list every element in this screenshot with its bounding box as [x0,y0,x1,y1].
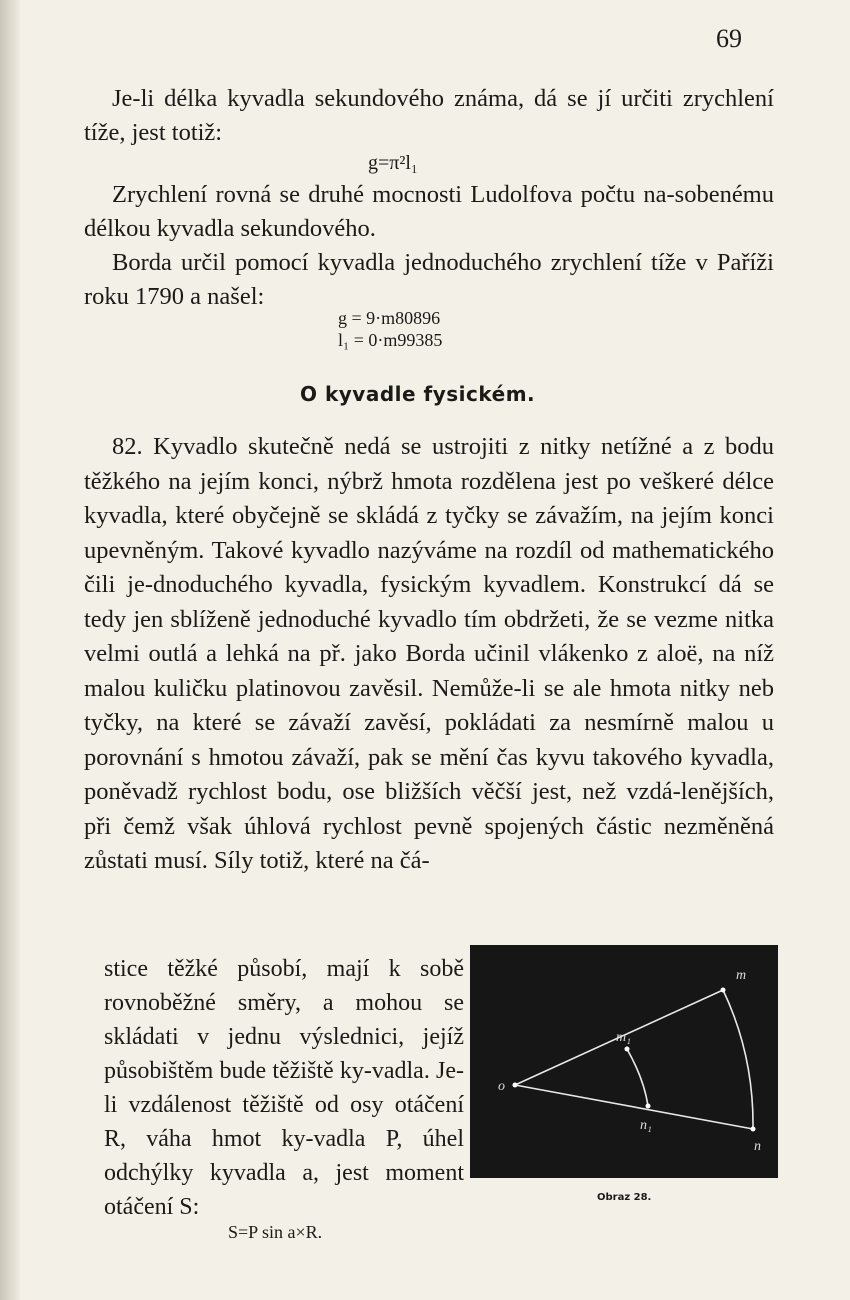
intro-text-1: Je-li délka kyvadla sekundového známa, dá se jí určiti zrychlení tíže, jest totiž: [84,85,774,146]
intro-text-2: Zrychlení rovná se druhé mocnosti Ludolfova počtu na-sobenému délkou kyvadla sekundového. [84,181,774,242]
formula-l-value: l₁ = 0·m99385 [338,330,443,350]
point-m [721,988,726,993]
arc-mn [723,990,753,1129]
arc-m1n1 [627,1049,648,1106]
label-m: m [736,968,747,983]
formula-g-pi: g=π²l₁ [368,152,418,174]
label-n1: n₁ [640,1118,652,1133]
pendulum-diagram [470,945,778,1178]
page-number: 69 [716,24,742,53]
line-on [515,1085,753,1129]
label-o: o [498,1079,505,1094]
formula-moment: S=P sin a×R. [228,1222,323,1242]
page-edge [0,0,20,1300]
formula-g-value: g = 9·m80896 [338,308,441,328]
point-o [513,1083,518,1088]
pendulum-figure [470,945,778,1178]
section-heading: O kyvadle fysickém. [300,382,536,406]
label-n: n [754,1139,761,1154]
intro-text-3: Borda určil pomocí kyvadla jednoduchého zrychlení tíže v Paříži roku 1790 a našel: [84,249,774,310]
point-n [751,1127,756,1132]
wrapped-text [104,952,464,1224]
label-m1: m₁ [616,1030,631,1045]
wrapped-paragraph: stice těžké působí, mají k sobě rovnoběžné směry, a mohou se skládati v jednu výslednici, jejíž působištěm bude těžiště ky-vadla. Je-li vzdálenost těžiště od osy otáčení R, váha hmot ky-vadla P, úhel odchýlky kyvadla a, jest moment otáčení S: [104,956,464,1220]
figure-caption: Obraz 28. [597,1192,652,1203]
point-m1 [625,1047,630,1052]
point-n1 [646,1104,651,1109]
intro-paragraph [84,82,774,150]
paragraph-82: 82. Kyvadlo skutečně nedá se ustrojiti z nitky netížné a z bodu těžkého na jejím konci, nýbrž hmota rozdělena jest po veškeré délce kyvadla, které obyčejně se skládá z tyčky se závažím, na jejím konci upevněným. Takové kyvadlo nazýváme na rozdíl od mathematického čili je-dnoduchého kyvadla, fysickým kyvadlem. Konstrukcí dá se tedy jen sblíženě jednoduché kyvadlo tím obdržeti, že se vezme nitka velmi outlá a lehká na př. jako Borda učinil vlákenko z aloë, na níž malou kuličku platinovou zavěsil. Nemůže-li se ale hmota nitky neb tyčky, na které se závaží zavěsí, pokládati za nesmírně malou u porovnání s hmotou závaží, pak se mění čas kyvu takového kyvadla, poněvadž rychlost bodu, ose bližších věčší jest, než vzdá-lenějších, při čemž však úhlová rychlost pevně spojených částic nezměněná zůstati musí. Síly totiž, které na čá- [84,433,774,874]
intro-paragraph-2 [84,178,774,314]
section-82 [84,430,774,879]
